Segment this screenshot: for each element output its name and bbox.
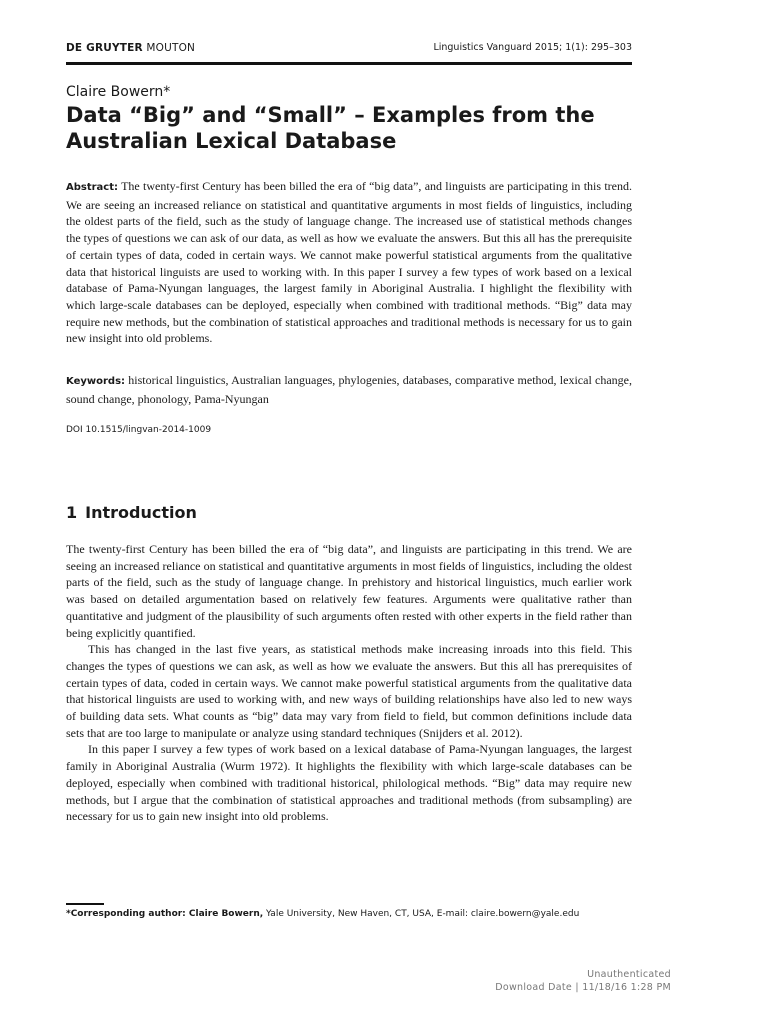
doi[interactable]: DOI 10.1515/lingvan-2014-1009 bbox=[66, 425, 212, 435]
footnote bbox=[66, 909, 632, 919]
author-name: Claire Bowern* bbox=[66, 84, 171, 100]
page-header bbox=[66, 42, 632, 58]
keywords-label: Keywords: bbox=[66, 376, 126, 387]
publisher-logo bbox=[66, 42, 195, 54]
paragraph-3: In this paper I survey a few types of work based on a lexical database of Pama-Nyungan languages, the largest family in Aboriginal Australia (Wurm 1972). It highlights the flexibility with which large-scale databases can be deployed, especially when combined with traditional historical, philological methods. “Big” data may require new methods, but I argue that the combination of statistical approaches and traditional methods (from subsampling) are necessary for us to gain new insight into old problems. bbox=[66, 742, 632, 824]
header-rule bbox=[66, 62, 632, 65]
abstract-text: The twenty-first Century has been billed the era of “big data”, and linguists are participating in this trend. We are seeing an increased reliance on statistical and quantitative arguments in most fields of linguistics, including the oldest parts of the field, such as the study of language change. The increased use of statistical methods changes the types of questions we can ask of our data, as well as how we evaluate the answers. But this all has the prerequisite of certain types of data, coded in certain ways. We cannot make powerful statistical arguments from the qualitative data that historical linguists are used to working with. In this paper I survey a few types of work based on a lexical database of Pama-Nyungan languages, the largest family in Aboriginal Australia. I highlight the flexibility with which large-scale databases can be deployed, especially when combined with traditional methods. “Big” data may require new methods, but the combination of statistical approaches and traditional methods is necessary for us to gain new insight into old problems. bbox=[66, 179, 632, 346]
abstract-label: Abstract: bbox=[66, 182, 119, 193]
keywords-text: historical linguistics, Australian languages, phylogenies, databases, comparative method, lexical change, sound change, phonology, Pama-Nyungan bbox=[66, 373, 632, 406]
section-heading bbox=[66, 503, 197, 522]
keywords bbox=[66, 372, 632, 407]
article-title: Data “Big” and “Small” – Examples from the Australian Lexical Database bbox=[66, 103, 595, 153]
footnote-text: Yale University, New Haven, CT, USA, E-mail: claire.bowern@yale.edu bbox=[266, 909, 580, 919]
section-title: Introduction bbox=[85, 503, 197, 522]
footnote-label: *Corresponding author: Claire Bowern, bbox=[66, 909, 264, 919]
watermark-line-1: Unauthenticated bbox=[587, 969, 671, 980]
watermark-line-2: Download Date | 11/18/16 1:28 PM bbox=[495, 982, 671, 993]
journal-citation: Linguistics Vanguard 2015; 1(1): 295–303 bbox=[433, 42, 632, 53]
download-watermark bbox=[495, 968, 671, 994]
abstract bbox=[66, 178, 632, 347]
paragraph-1: The twenty-first Century has been billed the era of “big data”, and linguists are participating in this trend. We are seeing an increased reliance on statistical and quantitative arguments in most fields of linguistics, including the oldest parts of the field, such as the study of language change. In prehistory and historical linguistics, much earlier work was based on detailed argumentation based on relatively few features. Arguments were qualitative rather than quantitative and judgment of the plausibility of such arguments often rested with other experts in the field rather than being explicitly quantified. bbox=[66, 542, 632, 640]
section-number: 1 bbox=[66, 503, 78, 522]
publisher-name-bold: DE GRUYTER bbox=[66, 42, 143, 54]
paragraph-2: This has changed in the last five years, as statistical methods make increasing inroads into this field. This changes the types of questions we can ask, as well as how we evaluate the answers. But this all has prerequisites of certain types of data, coded in certain ways. We cannot make powerful statistical arguments from the qualitative data that historical linguists are used to working with, and new ways of building relationships have also led to new ways of building data sets. What counts as “big” data may vary from field to field, but common definitions include data sets that are too large to manipulate or analyze using standard techniques (Snijders et al. 2012). bbox=[66, 642, 632, 740]
section-body bbox=[66, 541, 632, 825]
footnote-rule bbox=[66, 903, 104, 905]
publisher-name-light: MOUTON bbox=[146, 42, 196, 54]
